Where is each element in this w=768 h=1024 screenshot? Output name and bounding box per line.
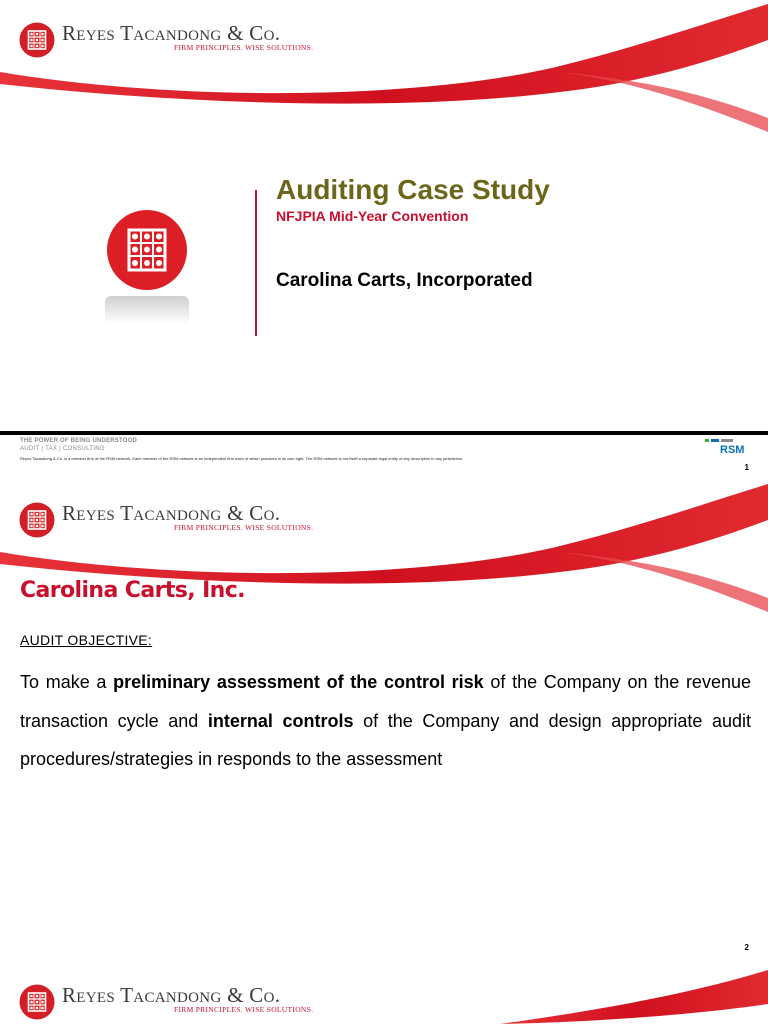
slide-title: Auditing Case Study [276, 174, 550, 205]
body-text: of the Company on the revenue transaction cycle and [20, 672, 751, 731]
section-heading: Carolina Carts, Inc. [20, 578, 245, 603]
footer-services: AUDIT | TAX | CONSULTING [20, 446, 105, 452]
firm-logo [19, 502, 313, 538]
firm-name: Reyes Tacandong & Co. [62, 501, 281, 525]
footer-rule [0, 431, 768, 435]
abacus-logo-icon [19, 22, 55, 58]
abacus-icon [105, 208, 189, 324]
abacus-logo-icon [19, 502, 55, 538]
svg-text:RSM: RSM [720, 444, 745, 456]
body-emphasis: preliminary assessment of the control risk [113, 672, 484, 692]
body-text: To make a [20, 672, 114, 692]
slide-2 [0, 480, 768, 964]
firm-name: Reyes Tacandong & Co. [62, 21, 281, 45]
firm-tagline: FIRM PRINCIPLES. WISE SOLUTIONS. [174, 43, 314, 52]
title-divider [255, 190, 257, 336]
footer-slogan: THE POWER OF BEING UNDERSTOOD [20, 438, 138, 444]
abacus-logo-icon [19, 984, 55, 1020]
slide-1 [0, 0, 768, 480]
page-number: 1 [744, 463, 749, 472]
slide-subtitle: NFJPIA Mid-Year Convention [276, 208, 469, 224]
company-name: Carolina Carts, Incorporated [276, 270, 533, 291]
firm-logo [19, 984, 313, 1020]
body-text: of the Company and design appropriate audit procedures/strategies in responds to the assessment [20, 710, 751, 769]
slide-3 [0, 964, 768, 1024]
audit-objective-label: AUDIT OBJECTIVE: [20, 632, 153, 648]
rsm-logo-icon [704, 436, 752, 456]
footer-disclaimer: Reyes Tacandong & Co. is a member firm of the RSM network. Each member of the RSM network is an independent firm each of which practices in its own right. The RSM network is not itself a separate legal entity of any description in any jurisdiction. [20, 456, 464, 461]
page-number: 2 [744, 943, 749, 952]
body-emphasis: internal controls [207, 710, 354, 731]
firm-tagline: FIRM PRINCIPLES. WISE SOLUTIONS. [174, 1005, 314, 1014]
firm-logo [19, 22, 313, 58]
firm-tagline: FIRM PRINCIPLES. WISE SOLUTIONS. [174, 523, 314, 532]
firm-name: Reyes Tacandong & Co. [62, 983, 281, 1007]
objective-paragraph [20, 663, 751, 779]
